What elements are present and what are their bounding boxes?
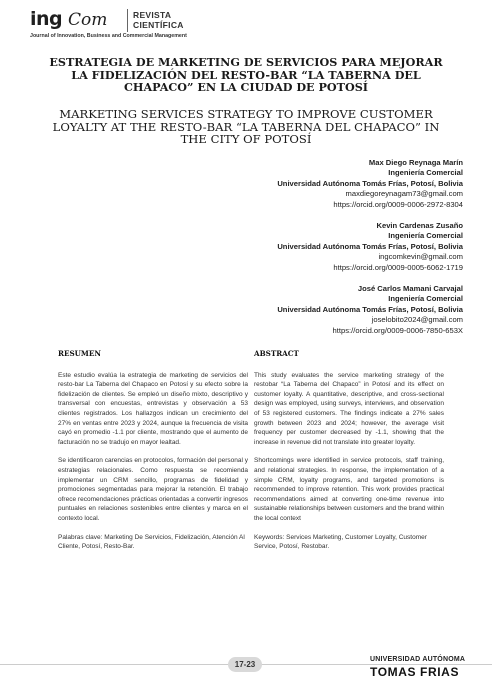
resumen-column [58,349,248,561]
author-block [143,158,463,210]
author-list [143,158,463,347]
author-name: Max Diego Reynaga Marín [368,158,463,167]
author-department: Ingeniería Comercial [388,294,463,304]
title-english: MARKETING SERVICES STRATEGY TO IMPROVE CUSTOMER LOYALTY AT THE RESTO-BAR “LA TABERNA DEL CHAPACO” IN THE CITY OF POTOSÍ [52,107,440,146]
logo-revista-cientifica [133,10,184,30]
author-block [143,284,463,336]
author-block [143,221,463,273]
abstract-column [254,349,444,561]
logo-revista-line: REVISTA [133,10,172,20]
abstract-heading: ABSTRACT [254,349,299,358]
resumen-heading: RESUMEN [58,349,101,358]
title-spanish: ESTRATEGIA DE MARKETING DE SERVICIOS PARA MEJORAR LA FIDELIZACIÓN DEL RESTO-BAR “LA TABERNA DEL CHAPACO” EN LA CIUDAD DE POTOSÍ [49,55,443,94]
page-range-badge: 17-23 [228,657,262,672]
author-university: Universidad Autónoma Tomás Frías, Potosí, Bolivia [277,304,463,314]
logo-cientifica-line: CIENTÍFICA [133,20,184,30]
author-name: Kevin Cardenas Zusaño [376,221,463,231]
author-email-link[interactable]: joselobito2024@gmail.com [371,315,463,325]
university-logo-main: TOMAS FRIAS [370,665,460,679]
author-email-link[interactable]: ingcomkevin@gmail.com [378,252,463,262]
author-orcid-link[interactable]: https://orcid.org/0009-0006-2972-8304 [333,199,463,209]
journal-header [30,8,470,42]
author-department: Ingeniería Comercial [388,231,463,241]
abstract-keywords: Keywords: Services Marketing, Customer Loyalty, Customer Service, Potosí, Restobar. [254,533,427,551]
journal-subtitle: Journal of Innovation, Business and Commercial Management [30,33,187,39]
abstract-paragraph-2: Shortcomings were identified in service protocols, staff training, and relational strategies. In response, the implementation of a simple CRM, loyalty programs, and targeted promotions is recommended to improve retention. This work provides practical recommendations aimed at converting one-time revenue into sustainable relationships between customers and the brand within the local context [254,457,444,522]
resumen-keywords: Palabras clave: Marketing De Servicios, Fidelización, Atención Al Cliente, Potosí, Resto-Bar. [58,533,245,551]
author-orcid-link[interactable]: https://orcid.org/0009-0005-6062-1719 [333,262,463,272]
abstract-paragraph-1: This study evaluates the service marketing strategy of the restobar “La Taberna del Chapaco” in Potosí and its effect on customer loyalty. A quantitative, descriptive, and cross-sectional design was employed, using surveys, interviews, and observation of 53 registered customers. The findings indicate a 27% sales growth between 2023 and 2024; however, the average visit frequency per customer decreased by -1.1, showing that the increase in revenue did not translate into greater loyalty. [254,371,444,446]
resumen-paragraph-2: Se identificaron carencias en protocolos, formación del personal y estrategias relacionales. Como respuesta se recomienda implementar un CRM sencillo, programas de fidelidad y promociones segmentadas para mejorar la retención. El trabajo ofrece recomendaciones prácticas orientadas a convertir ingresos puntuales en relaciones sostenibles entre clientes y marca en el contexto local. [58,457,248,522]
author-orcid-link[interactable]: https://orcid.org/0009-0006-7850-653X [332,325,463,335]
logo-com-text: Com [68,10,108,30]
author-university: Universidad Autónoma Tomás Frías, Potosí, Bolivia [277,178,463,188]
author-university: Universidad Autónoma Tomás Frías, Potosí, Bolivia [277,241,463,251]
logo-divider [127,9,128,32]
logo-ing-text: ing [30,8,63,30]
resumen-paragraph-1: Este estudio evalúa la estrategia de marketing de servicios del resto-bar La Taberna del Chapaco en Potosí y su efecto sobre la fidelización de clientes. Se empleó un diseño mixto, descriptivo y transversal con encuestas, entrevistas y observación a 53 clientes registrados. Los hallazgos indican un crecimiento del 27% en ventas entre 2023 y 2024, aunque la frecuencia de visita cayó en promedio -1.1 por cliente, mostrando que el aumento de facturación no se tradujo en mayor lealtad. [58,371,248,446]
author-email-link[interactable]: maxdiegoreynagam73@gmail.com [345,189,463,199]
university-logo-top: UNIVERSIDAD AUTÓNOMA [370,656,466,663]
author-name: José Carlos Mamani Carvajal [357,284,463,294]
author-department: Ingeniería Comercial [388,168,463,178]
